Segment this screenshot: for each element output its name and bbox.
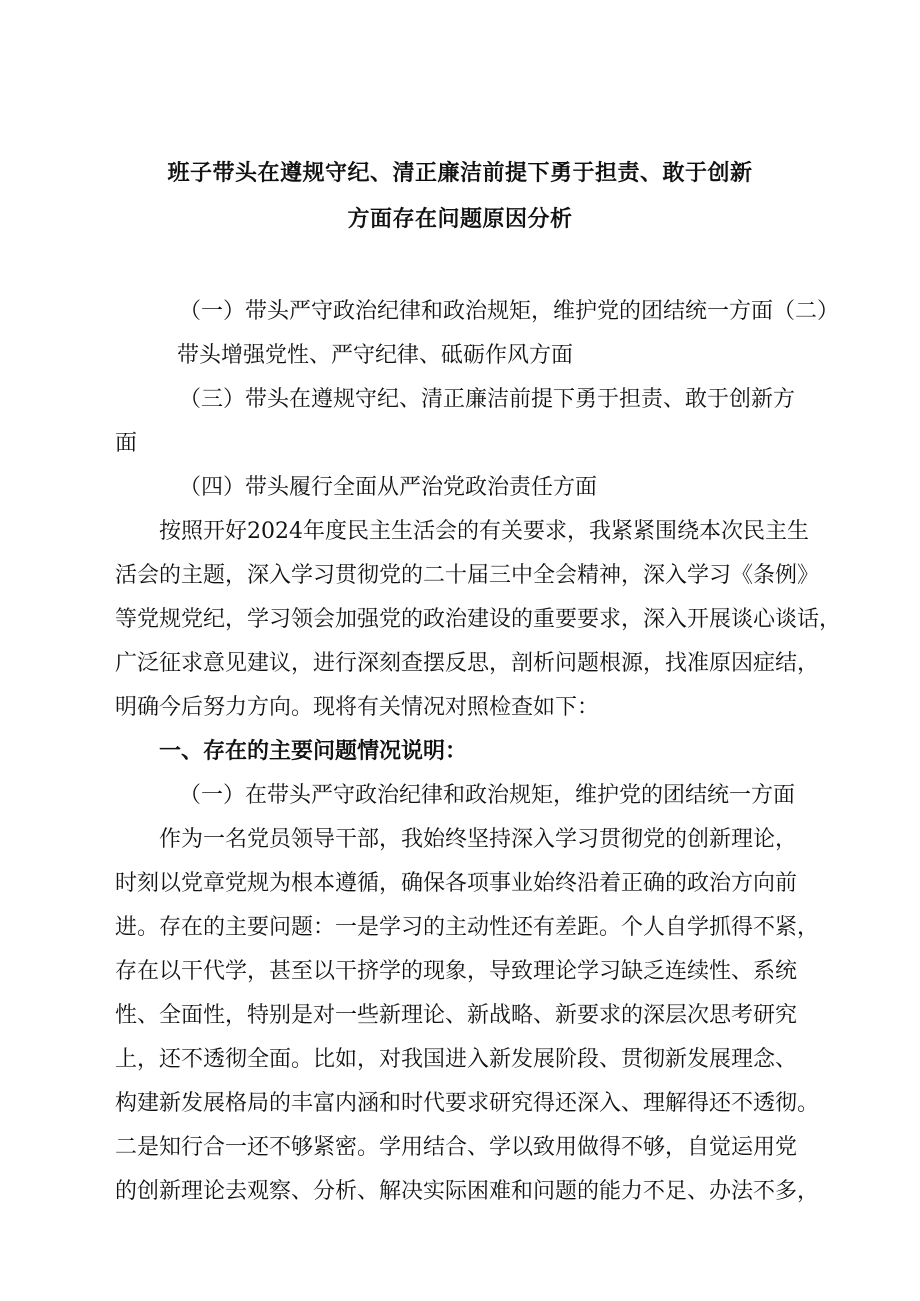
para1-line9: 的创新理论去观察、分析、解决实际困难和问题的能力不足、办法不多， [115, 1179, 820, 1204]
para1-line2: 时刻以党章党规为根本遵循，确保各项事业始终沿着正确的政治方向前 [115, 871, 798, 896]
para1-line7: 构建新发展格局的丰富内涵和时代要求研究得还深入、理解得还不透彻。 [115, 1091, 820, 1116]
section-1-heading: 一、存在的主要问题情况说明： [159, 739, 468, 764]
section-block [115, 730, 845, 1214]
subsection-1-heading: （一）在带头严守政治纪律和政治规矩，维护党的团结统一方面 [179, 783, 796, 808]
intro-line3: 等党规党纪，学习领会加强党的政治建设的重要要求，深入开展谈心谈话， [115, 607, 842, 632]
para1-line3: 进。存在的主要问题：一是学习的主动性还有差距。个人自学抓得不紧， [115, 915, 820, 940]
toc-item-3-line2: 面 [115, 431, 138, 456]
para1-line1: 作为一名党员领导干部，我始终坚持深入学习贯彻党的创新理论， [159, 827, 798, 852]
document-title-line2: 方面存在问题原因分析 [347, 207, 573, 232]
para1-line6: 上，还不透彻全面。比如，对我国进入新发展阶段、贯彻新发展理念、 [115, 1047, 798, 1072]
para1-line4: 存在以干代学，甚至以干挤学的现象，导致理论学习缺乏连续性、系统 [115, 959, 798, 984]
toc-item-1-line1: （一）带头严守政治纪律和政治规矩，维护党的团结统一方面（二） [179, 299, 840, 324]
toc-item-4: （四）带头履行全面从严治党政治责任方面 [179, 475, 598, 500]
intro-line2: 活会的主题，深入学习贯彻党的二十届三中全会精神，深入学习《条例》 [115, 563, 820, 588]
toc-item-1-line2: 带头增强党性、严守纪律、砥砺作风方面 [177, 343, 574, 368]
intro-line5: 明确今后努力方向。现将有关情况对照检查如下： [115, 695, 600, 720]
toc-item-3-line1: （三）带头在遵规守纪、清正廉洁前提下勇于担责、敢于创新方 [179, 387, 796, 412]
intro-line4: 广泛征求意见建议，进行深刻查摆反思，剖析问题根源，找准原因症结， [115, 651, 820, 676]
toc-block [115, 290, 845, 510]
intro-line1: 按照开好2024年度民主生活会的有关要求，我紧紧围绕本次民主生 [159, 519, 809, 544]
document-title-line1: 班子带头在遵规守纪、清正廉洁前提下勇于担责、敢于创新 [167, 161, 753, 186]
para1-line5: 性、全面性，特别是对一些新理论、新战略、新要求的深层次思考研究 [115, 1003, 798, 1028]
intro-paragraph [115, 510, 845, 730]
para1-line8: 二是知行合一还不够紧密。学用结合、学以致用做得不够，自觉运用党 [115, 1135, 798, 1160]
